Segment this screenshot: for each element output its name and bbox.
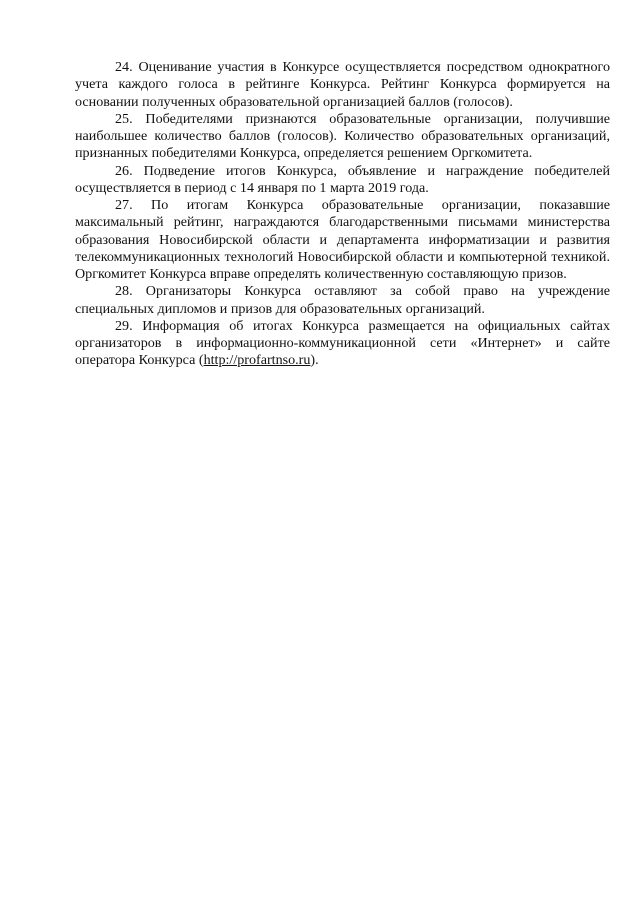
paragraph-29-closing: ). [310, 352, 319, 369]
paragraph-25: 25. Победителями признаются образовательные организации, получившие наибольшее количество баллов (голосов). Количество образовательных организаций, признанных победителями Конкурса, определяется решением Оргкомитета. [75, 110, 610, 162]
paragraph-29 [75, 318, 610, 370]
operator-site-link[interactable]: http://profartnso.ru [203, 352, 311, 369]
paragraph-27: 27. По итогам Конкурса образовательные организации, показавшие максимальный рейтинг, награждаются благодарственными письмами министерства образования Новосибирской области и департамента информатизации и развития телекоммуникационных технологий Новосибирской области и компьютерной техникой. Оргкомитет Конкурса вправе определять количественную составляющую призов. [75, 197, 610, 282]
document-body [75, 59, 610, 370]
paragraph-29-text: 29. Информация об итогах Конкурса размещается на официальных сайтах организаторов в информационно-коммуникационной сети «Интернет» и сайте оператора Конкурса ( [75, 317, 610, 369]
paragraph-26: 26. Подведение итогов Конкурса, объявление и награждение победителей осуществляется в период с 14 января по 1 марта 2019 года. [75, 162, 610, 196]
paragraph-28: 28. Организаторы Конкурса оставляют за собой право на учреждение специальных дипломов и призов для образовательных организаций. [75, 283, 610, 317]
paragraph-24: 24. Оценивание участия в Конкурсе осуществляется посредством однократного учета каждого голоса в рейтинге Конкурса. Рейтинг Конкурса формируется на основании полученных образовательной организацией баллов (голосов). [75, 59, 610, 110]
